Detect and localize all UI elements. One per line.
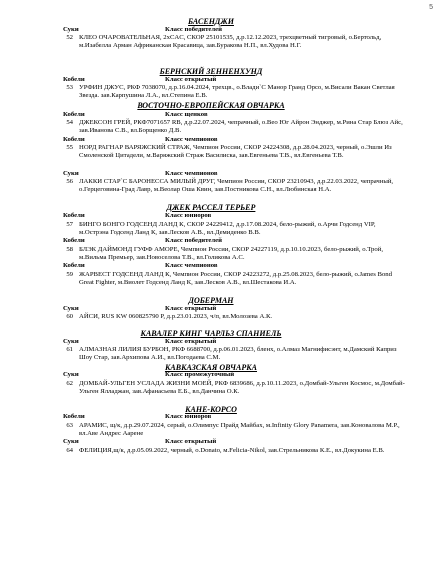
breed-heading: ВОСТОЧНО-ЕВРОПЕЙСКАЯ ОВЧАРКА [137, 101, 285, 110]
entry-number: 57 [66, 221, 73, 228]
entry-text: ДЖЕКСОН ГРЕЙ, РКФ7071657 RB, д.р.22.07.2024, чепрачный, о.Вео Юг Айрон Энджер, м.Рина Стар Блюз Айс, зав.Иванова С.В., вл.Борщенко Д.В. [79, 119, 403, 134]
sex-label: Кобели [63, 237, 85, 244]
class-label: Класс открытый [165, 76, 217, 83]
entry-text: АЛМАЗНАЯ ЛИЛИЯ БУРБОН, РКФ 6688700, д.р.06.01.2023, бленх, о.Алмаз Магнифисэнт, м.Дамский Каприз Шоу Стар, зав.Архипова А.И., вл.Погодаева С.М. [79, 346, 397, 361]
sex-label: Суки [63, 26, 79, 33]
entry-text: ЛАККИ СТАР`С БАРОНЕССА МИЛЫЙ ДРУГ, Чемпион России, СКОР 23210943, д.р.22.03.2022, чепрачный, о.Герцеговина-Град Лавр, м.Веолар Оша Квин, зав.Постникова С.Н., вл.Любинская Н.А. [79, 178, 394, 193]
breed-heading: КАВАЛЕР КИНГ ЧАРЛЬЗ СПАНИЕЛЬ [140, 329, 282, 338]
class-label: Класс юниоров [165, 212, 212, 219]
entry-number: 59 [66, 271, 73, 278]
entry-text: АРАМИС, щ/к, д.р.29.07.2024, серый, о.Олимпус Прайд Майбах, м.Infinity Glory Panamera, зав.Коновалова М.Р., вл.Аве Андрес Аарене [79, 422, 400, 437]
sex-label: Кобели [63, 76, 85, 83]
entry-number: 62 [66, 380, 73, 387]
class-label: Класс открытый [165, 305, 217, 312]
breed-heading: ДОБЕРМАН [188, 296, 234, 305]
entry-number: 52 [66, 34, 73, 41]
entry-number: 55 [66, 144, 73, 151]
entry-number: 53 [66, 84, 73, 91]
entry-text: ЖАРВЕСТ ГОДСЕНД ЛАНД К, Чемпион России, СКОР 24223272, д.р.25.08.2023, белo-рыжий, о.James Bond Great Fighter, м.Виолет Годсенд Ланд К, зав.Лесков А.В., вл.Шестакова И.А. [79, 271, 392, 286]
entry-number: 64 [66, 447, 73, 454]
class-label: Класс чемпионов [165, 136, 218, 143]
class-label: Класс промежуточный [165, 371, 235, 378]
sex-label: Кобели [63, 111, 85, 118]
entry-number: 56 [66, 178, 73, 185]
breed-heading: БАСЕНДЖИ [188, 17, 234, 26]
entry-text: ФЕЛИЦИЯ,щ/к, д.р.05.09.2022, черный, о.Donato, м.Felicia-Nikol, зав.Стрельникова К.Е., вл.Докукина Е.В. [79, 447, 385, 454]
entry-text: АЙСИ, RUS KW 060825790 Р, д.р.23.01.2023, ч/п, вл.Молозева А.К. [79, 313, 273, 320]
class-label: Класс победителей [165, 237, 222, 244]
sex-label: Кобели [63, 262, 85, 269]
sex-label: Кобели [63, 212, 85, 219]
entry-number: 60 [66, 313, 73, 320]
sex-label: Суки [63, 371, 79, 378]
breed-heading: БЕРНСКИЙ ЗЕННЕНХУНД [159, 67, 263, 76]
entry-number: 63 [66, 422, 73, 429]
breed-heading: КАВКАЗСКАЯ ОВЧАРКА [164, 363, 258, 372]
sex-label: Кобели [63, 413, 85, 420]
breed-heading: ДЖЕК РАССЕЛ ТЕРЬЕР [166, 203, 256, 212]
sex-label: Кобели [63, 136, 85, 143]
entry-text: ДОМБАЙ-УЛЬГЕН УСЛАДА ЖИЗНИ МОЕЙ, РКФ 6839686, д.р.10.11.2023, о.Домбай-Ульген Космос, м.Домбай-Ульген Ялладжан, зав.Афанасьева Е.Б., вл.Данчина О.К. [79, 380, 405, 395]
entry-number: 61 [66, 346, 73, 353]
class-label: Класс открытый [165, 338, 217, 345]
entry-number: 58 [66, 246, 73, 253]
class-label: Класс чемпионов [165, 170, 218, 177]
entry-text: НОРД РАГНАР ВАРЯЖСКИЙ СТРАЖ, Чемпион России, СКОР 24224308, д.р.28.04.2023, черный, о.Эшли Из Смоленской Цитадели, м.Варяжский Страж Василиска, зав.Евгеньева Т.В., вл.Евгеньева Т.В. [79, 144, 392, 159]
page-number: 5 [429, 4, 433, 11]
sex-label: Суки [63, 170, 79, 177]
entry-text: БЛЭК ДАЙМОНД ГУФФ АМОРЕ, Чемпион России, СКОР 24227119, д.р.10.10.2023, белo-рыжий, о.Трой, м.Вильма Премьер, зав.Новоселова Т.В., вл.Голикова А.С. [79, 246, 383, 261]
sex-label: Суки [63, 338, 79, 345]
class-label: Класс открытый [165, 438, 217, 445]
sex-label: Суки [63, 305, 79, 312]
class-label: Класс чемпионов [165, 262, 218, 269]
entry-text: БИНГО БОНГО ГОДСЕНД ЛАНД К, СКОР 24229412, д.р.17.08.2024, белo-рыжий, о.Арчи Годсенд VIP, м.Острэна Годсенд Ланд К, зав.Лесков А.В., вл.Демиденко В.В. [79, 221, 376, 236]
entry-text: КЛЕО ОЧАРОВАТЕЛЬНАЯ, 2хCAC, СКОР 25101535, д.р.12.12.2023, трехцветный тигровый, о.Бертольд, м.Изабелла Арман Африканская Красавица, зав.Буракова Н.П., вл.Худова Н.Г. [79, 34, 382, 49]
sex-label: Суки [63, 438, 79, 445]
class-label: Класс юниоров [165, 413, 212, 420]
entry-number: 54 [66, 119, 73, 126]
breed-heading: КАНЕ-КОРСО [185, 405, 237, 414]
class-label: Класс щенков [165, 111, 208, 118]
class-label: Класс победителей [165, 26, 222, 33]
entry-text: УРФИН ДЖУС, РКФ 7038070, д.р.16.04.2024, трехцв., о.Влади`С Манор Гранд Орсо, м.Висали Вакан Светлая Звезда. зав.Карпушина Л.А., вл.Степина Е.В. [79, 84, 395, 99]
